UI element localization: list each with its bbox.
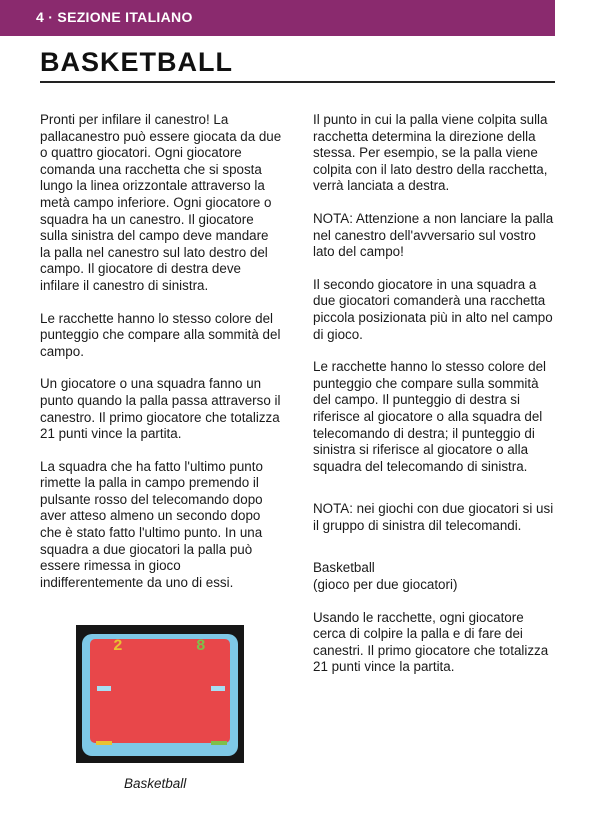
paragraph-scoring: Un giocatore o una squadra fanno un punto quando la palla passa attraverso il canestro. Il primo giocatore che totalizza 21 punti vince la partita. <box>40 376 281 442</box>
page-title: BASKETBALL <box>40 47 233 77</box>
right-text-column <box>313 112 558 692</box>
paragraph-score-sides: Le racchette hanno lo stesso colore del punteggio che compare sulla sommità del campo. Il punteggio di destra si riferisce al giocatore o alla squadra del telecomando di destra; il punteggio di sinistra si riferisce al giocatore o alla squadra del telecomando di sinistra. <box>313 359 546 474</box>
basket-right <box>211 686 225 691</box>
basket-left <box>97 686 111 691</box>
paragraph-intro: Pronti per infilare il canestro! La pallacanestro può essere giocata da due o quattro giocatori. Ogni giocatore comanda una racchetta che si sposta lungo la linea orizzontale attraverso la metà campo inferiore. Ogni giocatore o squadra ha un canestro. Il giocatore sulla sinistra del campo deve mandare la palla nel canestro sul lato destro del campo. Il giocatore di destra deve infilare il canestro di sinistra. <box>40 112 282 293</box>
section-header-label: 4 · SEZIONE ITALIANO <box>36 9 193 25</box>
paddle-left <box>96 741 112 745</box>
paragraph-serve: La squadra che ha fatto l'ultimo punto rimette la palla in campo premendo il pulsante rosso del telecomando dopo aver atteso almeno un secondo dopo che è stato fatto l'ultimo punto. In una squadra a due giocatori la palla può essere rimessa in gioco indifferentemente da uno di essi. <box>40 458 263 590</box>
score-right: 8 <box>196 637 206 655</box>
title-divider <box>40 81 555 83</box>
paragraph-gameplay: Usando le racchette, ogni giocatore cerca di colpire la palla e di fare dei canestri. Il primo giocatore che totalizza 21 punti vince la partita. <box>313 609 549 675</box>
game-variant-block <box>313 560 558 676</box>
note-text: nei giochi con due giocatori si usi il gruppo di sinistra dil telecomandi. <box>313 501 554 533</box>
left-text-column <box>40 112 282 607</box>
note-label: NOTA: <box>313 501 353 517</box>
game-variant-subtitle: (gioco per due giocatori) <box>313 577 458 593</box>
paragraph-paddle-colors: Le racchette hanno lo stesso colore del punteggio che compare alla sommità del campo. <box>40 310 281 359</box>
note-opponent-basket <box>313 211 558 261</box>
paragraph-ball-direction: Il punto in cui la palla viene colpita sulla racchetta determina la direzione della stessa. Per esempio, se la palla viene colpita con il lato destro della racchetta, verrà lanciata a destra. <box>313 112 548 194</box>
paddle-right <box>211 741 227 745</box>
note-text: Attenzione a non lanciare la palla nel canestro dell'avversario sul vostro lato del campo! <box>313 210 554 260</box>
paragraph-second-player: Il secondo giocatore in una squadra a due giocatori comanderà una racchetta piccola posizionata più in alto nel campo di gioco. <box>313 276 553 342</box>
note-label: NOTA: <box>313 210 353 226</box>
basketball-court <box>90 639 230 743</box>
note-controller-group <box>313 501 558 534</box>
score-left: 2 <box>113 637 123 655</box>
figure-caption: Basketball <box>124 776 187 791</box>
game-variant-title: Basketball <box>313 560 375 576</box>
